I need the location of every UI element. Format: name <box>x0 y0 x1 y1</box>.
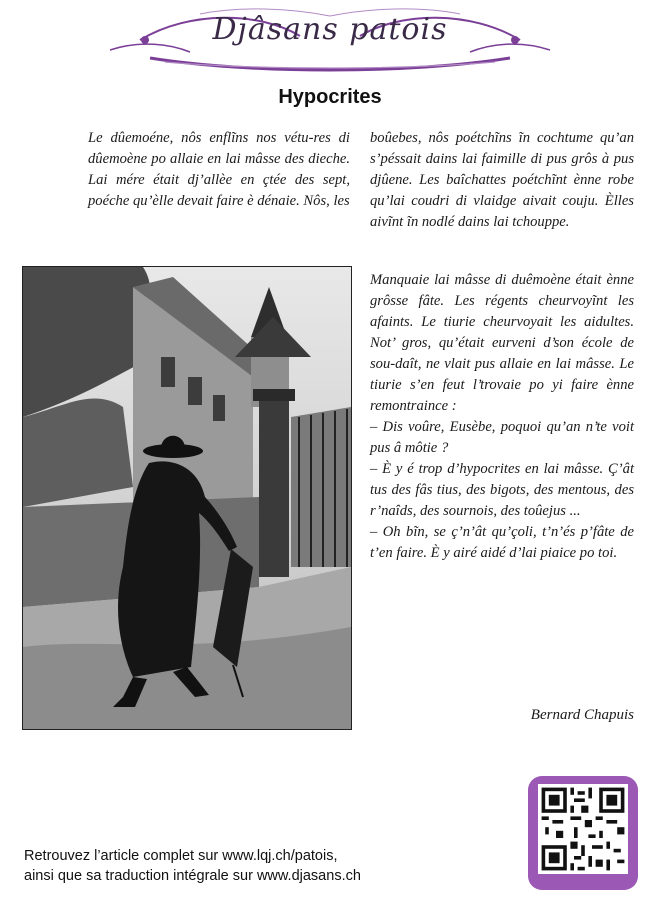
priest-walking-illustration <box>22 266 352 730</box>
paragraph: Le dûemoéne, nôs enflĩns nos vétu-res di dûemoène po allaie en lai mâsse des dieche. Lai mére était dj’allèe en çtée des sept, poéche qu’èlle devait faire è dénaie. Nôs, les <box>88 130 350 209</box>
article-column-right <box>370 270 634 564</box>
dialogue-line: – È y é trop d’hypocrites en lai mâsse. Ç’ât tus des fâs tius, des bigots, des mentous, des r’naîds, des sournois, des toûejus ... <box>370 461 634 519</box>
article-column-right-top <box>370 128 634 233</box>
paragraph: Manquaie lai mâsse di duêmoène était ènne grôsse fâte. Les régents cheurvoyĩnt les afaints. Le tiurie cheurvoyait les aidultes. Not’ gros, qu’était eurveni d’son école de sou-daît, ne vlait pus allaie en lai mâsse. Le tiurie s’en feut l’trovaie po yi faire ènne remontraince : <box>370 272 634 414</box>
dialogue-line: – Dis voûre, Eusèbe, poquoi qu’an n’te voit pus â môtie ? <box>370 419 634 456</box>
paragraph: boûebes, nôs poétchĩns ĩn cochtume qu’an s’péssait dains lai faimille di pus grôs à pus djûene. Les baîchattes poétchĩnt ènne robe qu’lai coudri di vlaidge aivait couju. Èlles aivĩnt ĩn nodlé dains lai tchouppe. <box>370 130 634 230</box>
page-header-title: Djâsans patois <box>212 12 448 47</box>
article-column-left <box>88 128 350 212</box>
author-signature: Bernard Chapuis <box>530 707 634 723</box>
qr-code-icon[interactable] <box>538 784 628 874</box>
footer-line: ainsi que sa traduction intégrale sur www.djasans.ch <box>24 868 361 884</box>
footer-note <box>24 846 494 886</box>
dialogue-line: – Oh bĩn, se ç’n’ât qu’çoli, t’n’és p’fâte de t’en faire. È y airé aidé d’lai piaice po toi. <box>370 524 634 561</box>
footer-line: Retrouvez l’article complet sur www.lqj.ch/patois, <box>24 848 338 864</box>
article-title: Hypocrites <box>278 86 382 108</box>
qr-code-panel[interactable] <box>528 776 638 890</box>
header-banner <box>0 0 660 80</box>
